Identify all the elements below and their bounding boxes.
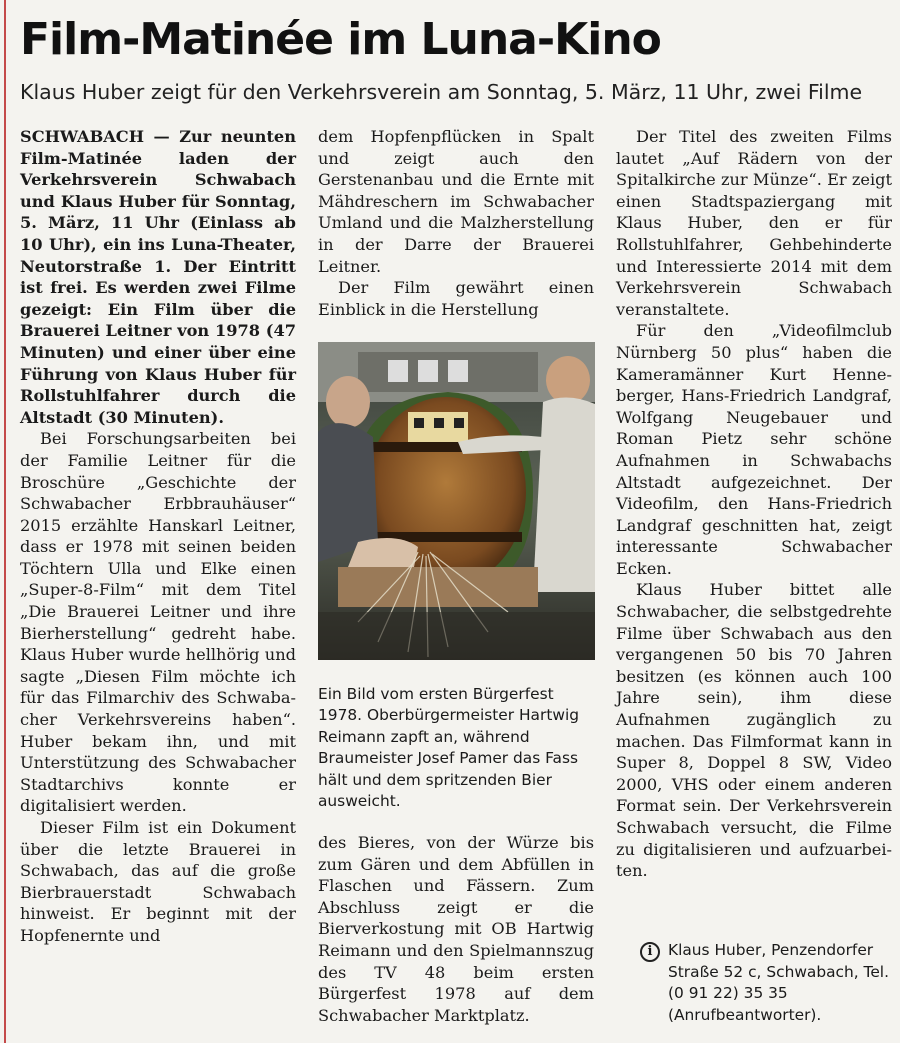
body-paragraph: Der Titel des zweiten Films lautet „Auf Rädern von der Spitalkirche zur Münze“. Er zeigt einen Stadtspaziergang mit Klaus Huber, den er für Rollstuhlfahrer, Gehbehinderte und Interessierte 2014 mit dem Verkehrsverein Schwabach veranstaltete.	[616, 127, 892, 319]
contact-info	[640, 940, 892, 1026]
column-2-top	[318, 126, 594, 320]
info-icon: i	[640, 942, 660, 962]
column-2-bottom	[318, 832, 594, 1026]
contact-text: Klaus Huber, Penzendorfer Straße 52 c, Schwabach, Tel. (0 91 22) 35 35 (Anrufbeantworter).	[668, 941, 889, 1024]
photo-caption: Ein Bild vom ersten Bürgerfest 1978. Oberbürgermeister Hartwig Reimann zapft an, während Braumeister Josef Pamer das Fass hält und dem spritzenden Bier ausweicht.	[318, 685, 579, 811]
column-3	[616, 126, 892, 882]
column-1	[20, 126, 296, 947]
body-paragraph: dem Hopfenpflücken in Spalt und zeigt auch den Gerstenanbau und die Ernte mit Mähdreschern im Schwabacher Umland und die Malzherstellung in der Darre der Brauerei Leitner.	[318, 127, 594, 276]
body-paragraph: Für den „Videofilmclub Nürnberg 50 plus“ haben die Kameramänner Kurt Henneberger, Hans-Friedrich Landgraf, Wolfgang Neugebauer und Roman Pietz sehr schöne Aufnahmen in Schwabachs Altstadt aufgezeichnet. Der Videofilm, den Hans-Friedrich Landgraf geschnitten hat, zeigt interessante Schwabacher Ecken.	[616, 321, 892, 578]
subheadline: Klaus Huber zeigt für den Verkehrsverein am Sonntag, 5. März, 11 Uhr, zwei Filme	[20, 80, 863, 104]
lead-paragraph: SCHWABACH — Zur neunten Film-Matinée laden der Verkehrsverein Schwabach und Klaus Huber für Sonntag, 5. März, 11 Uhr (Einlass ab 10 Uhr), ein ins Luna-Theater, Neutorstraße 1. Der Eintritt ist frei. Es werden zwei Filme gezeigt: Ein Film über die Brauerei Leitner von 1978 (47 Minuten) und einer über eine Führung von Klaus Huber für Rollstuhlfahrer durch die Altstadt (30 Minuten).	[20, 127, 296, 427]
body-paragraph: Bei Forschungsarbeiten bei der Familie Leitner für die Broschüre „Geschichte der Schwabacher Erbbrauhäuser“ 2015 erzählte Hanskarl Leitner, dass er 1978 mit seinen beiden Töchtern Ulla und Elke einen „Super-8-Film“ mit dem Titel „Die Brauerei Leitner und ihre Bierherstellung“ gedreht habe. Klaus Huber wurde hellhörig und sagte „Diesen Film möchte ich für das Filmarchiv des Schwabacher Verkehrsvereins haben“. Huber bekam ihn, und mit Unterstützung des Schwabacher Stadtarchivs konnte er digitalisiert werden.	[20, 429, 296, 816]
brewery-photo	[318, 342, 595, 660]
barrel-tapping-illustration	[318, 342, 595, 660]
body-paragraph: Der Film gewährt einen Einblick in die Herstellung	[318, 278, 594, 319]
body-paragraph: Klaus Huber bittet alle Schwabacher, die selbstgedrehte Filme über Schwabach aus den vergangenen 50 bis 70 Jahren besitzen (es können auch 100 Jahre sein), ihm diese Aufnahmen zugänglich zu machen. Das Filmformat kann in Super 8, Doppel 8 SW, Video 2000, VHS oder einem anderen Format sein. Der Verkehrsverein Schwabach versucht, die Filme zu digitalisieren und aufzuarbeiten.	[616, 580, 892, 881]
body-paragraph: Dieser Film ist ein Dokument über die letzte Brauerei in Schwabach, das auf die große Bierbrauerstadt Schwabach hinweist. Er beginnt mit der Hopfenernte und	[20, 818, 296, 945]
body-paragraph: des Bieres, von der Würze bis zum Gären und dem Abfüllen in Flaschen und Fässern. Zum Abschluss zeigt er die Bierverkostung mit OB Hartwig Reimann und den Spielmannszug des TV 48 beim ersten Bürgerfest 1978 auf dem Schwabacher Marktplatz.	[318, 833, 594, 1025]
headline: Film-Matinée im Luna-Kino	[20, 14, 661, 65]
margin-rule	[4, 0, 6, 1043]
